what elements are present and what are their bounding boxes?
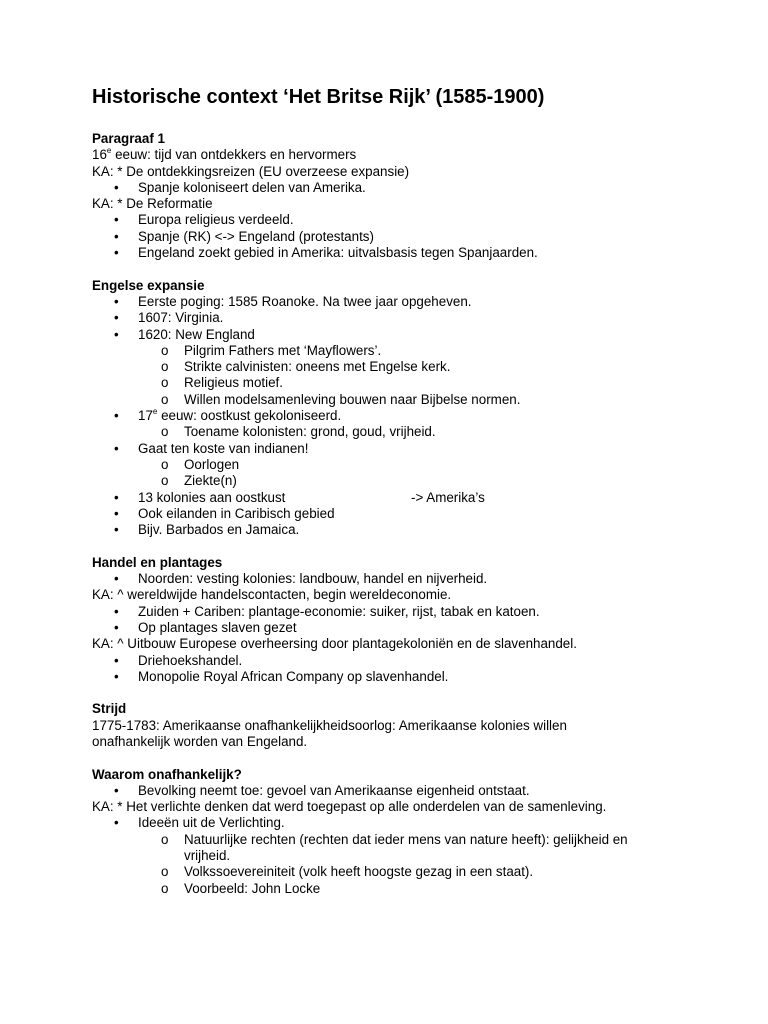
century-number: 16 bbox=[92, 147, 107, 163]
sub-bullet-item: o Toename kolonisten: grond, goud, vrijheid. bbox=[92, 424, 698, 440]
bullet-item bbox=[92, 408, 698, 424]
ka-line: KA: * De Reformatie bbox=[92, 196, 213, 212]
section-waarom-onafhankelijk bbox=[92, 767, 698, 897]
century-text: eeuw: oostkust gekoloniseerd. bbox=[157, 408, 342, 424]
sub-bullet-item: o Oorlogen bbox=[92, 457, 698, 473]
bullet-item: • Europa religieus verdeeld. bbox=[92, 212, 698, 228]
bullet-item: • Ideeën uit de Verlichting. bbox=[92, 815, 698, 831]
ka-line: KA: ^ wereldwijde handelscontacten, begin wereldeconomie. bbox=[92, 587, 452, 603]
bullet-item: • 1620: New England bbox=[92, 327, 698, 343]
bullet-item: • Driehoekshandel. bbox=[92, 653, 698, 669]
bullet-item: • Bevolking neemt toe: gevoel van Amerikaanse eigenheid ontstaat. bbox=[92, 783, 698, 799]
sub-bullet-item: o Religieus motief. bbox=[92, 375, 698, 391]
text-line bbox=[92, 147, 698, 163]
section-heading: Waarom onafhankelijk? bbox=[92, 766, 242, 782]
spacer bbox=[92, 538, 698, 554]
item-text: 13 kolonies aan oostkust bbox=[138, 489, 286, 505]
spacer bbox=[92, 750, 698, 766]
ka-line: KA: * De ontdekkingsreizen (EU overzeese expansie) bbox=[92, 163, 410, 179]
bullet-item: • Ook eilanden in Caribisch gebied bbox=[92, 506, 698, 522]
arrow-note: -> Amerika’s bbox=[411, 489, 485, 505]
bullet-item: • Spanje (RK) <-> Engeland (protestants) bbox=[92, 229, 698, 245]
sub-bullet-item: o Pilgrim Fathers met ‘Mayflowers’. bbox=[92, 343, 698, 359]
superscript: e bbox=[106, 146, 112, 156]
section-heading: Handel en plantages bbox=[92, 554, 223, 570]
bullet-item: • Noorden: vesting kolonies: landbouw, handel en nijverheid. bbox=[92, 571, 698, 587]
section-paragraaf-1 bbox=[92, 131, 698, 261]
sub-bullet-item: o Willen modelsamenleving bouwen naar Bijbelse normen. bbox=[92, 392, 698, 408]
century-text: eeuw: tijd van ontdekkers en hervormers bbox=[111, 147, 357, 163]
text-line: onafhankelijk worden van Engeland. bbox=[92, 733, 308, 749]
superscript: e bbox=[152, 407, 158, 417]
sub-bullet-item: o Natuurlijke rechten (rechten dat ieder mens van nature heeft): gelijkheid en vrijheid. bbox=[92, 832, 654, 865]
bullet-item: • Eerste poging: 1585 Roanoke. Na twee jaar opgeheven. bbox=[92, 294, 698, 310]
sub-bullet-item: o Volkssoevereiniteit (volk heeft hoogste gezag in een staat). bbox=[92, 864, 698, 880]
text-line: 1775-1783: Amerikaanse onafhankelijkheidsoorlog: Amerikaanse kolonies willen bbox=[92, 717, 567, 733]
section-heading: Strijd bbox=[92, 701, 127, 717]
bullet-item: • Gaat ten koste van indianen! bbox=[92, 441, 698, 457]
spacer bbox=[92, 685, 698, 701]
section-heading: Engelse expansie bbox=[92, 277, 205, 293]
page-title: Historische context ‘Het Britse Rijk’ (1585-1900) bbox=[92, 86, 545, 108]
bullet-item: • Zuiden + Cariben: plantage-economie: suiker, rijst, tabak en katoen. bbox=[92, 604, 698, 620]
bullet-item: • Engeland zoekt gebied in Amerika: uitvalsbasis tegen Spanjaarden. bbox=[92, 245, 698, 261]
section-heading: Paragraaf 1 bbox=[92, 131, 165, 146]
bullet-item: • Monopolie Royal African Company op slavenhandel. bbox=[92, 669, 698, 685]
bullet-item: • Op plantages slaven gezet bbox=[92, 620, 698, 636]
sub-bullet-item: o Voorbeeld: John Locke bbox=[92, 881, 698, 897]
century-number: 17 bbox=[138, 408, 153, 424]
bullet-item: • Bijv. Barbados en Jamaica. bbox=[92, 522, 698, 538]
section-strijd bbox=[92, 701, 698, 750]
bullet-item bbox=[92, 490, 698, 506]
ka-line: KA: ^ Uitbouw Europese overheersing door plantagekoloniën en de slavenhandel. bbox=[92, 636, 577, 652]
sub-bullet-item: o Strikte calvinisten: oneens met Engelse kerk. bbox=[92, 359, 698, 375]
spacer bbox=[92, 261, 698, 277]
sub-bullet-item: o Ziekte(n) bbox=[92, 473, 698, 489]
bullet-item: • 1607: Virginia. bbox=[92, 310, 698, 326]
section-engelse-expansie bbox=[92, 278, 698, 539]
bullet-item: • Spanje koloniseert delen van Amerika. bbox=[92, 180, 698, 196]
section-handel-en-plantages bbox=[92, 555, 698, 685]
ka-line: KA: * Het verlichte denken dat werd toegepast op alle onderdelen van de samenleving. bbox=[92, 799, 607, 815]
